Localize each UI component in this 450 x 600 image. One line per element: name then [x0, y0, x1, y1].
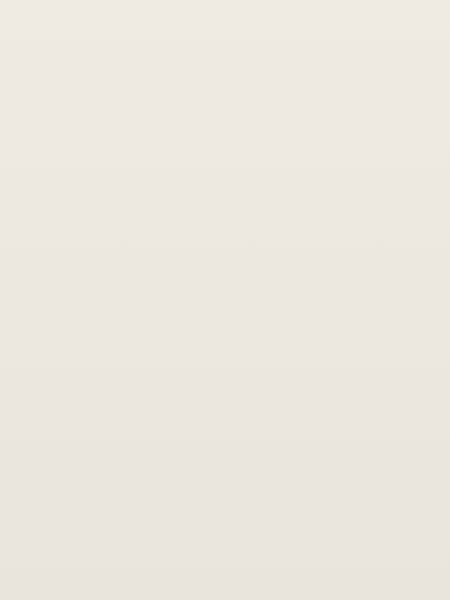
toc-entry	[334, 38, 360, 368]
toc-entry	[127, 366, 153, 600]
toc-entry	[186, 366, 212, 600]
toc-entry	[275, 38, 301, 368]
toc-entry	[245, 38, 271, 368]
toc-entry	[245, 366, 271, 600]
toc-entry	[216, 366, 242, 600]
toc-entry	[68, 366, 94, 600]
toc-entry	[156, 38, 182, 368]
toc-entry	[216, 38, 242, 368]
toc-top-band	[38, 38, 360, 368]
toc-entry	[127, 38, 153, 368]
toc-entry	[156, 366, 182, 600]
toc-entry	[334, 366, 360, 600]
toc-entry	[304, 38, 330, 368]
toc-bottom-band	[38, 366, 360, 600]
toc-entry	[97, 38, 123, 368]
toc-entry	[186, 38, 212, 368]
toc-entry	[38, 366, 64, 600]
toc-entry	[97, 366, 123, 600]
toc-entry	[68, 38, 94, 368]
toc-entry	[304, 366, 330, 600]
toc-entry	[38, 38, 64, 368]
toc-entry	[275, 366, 301, 600]
